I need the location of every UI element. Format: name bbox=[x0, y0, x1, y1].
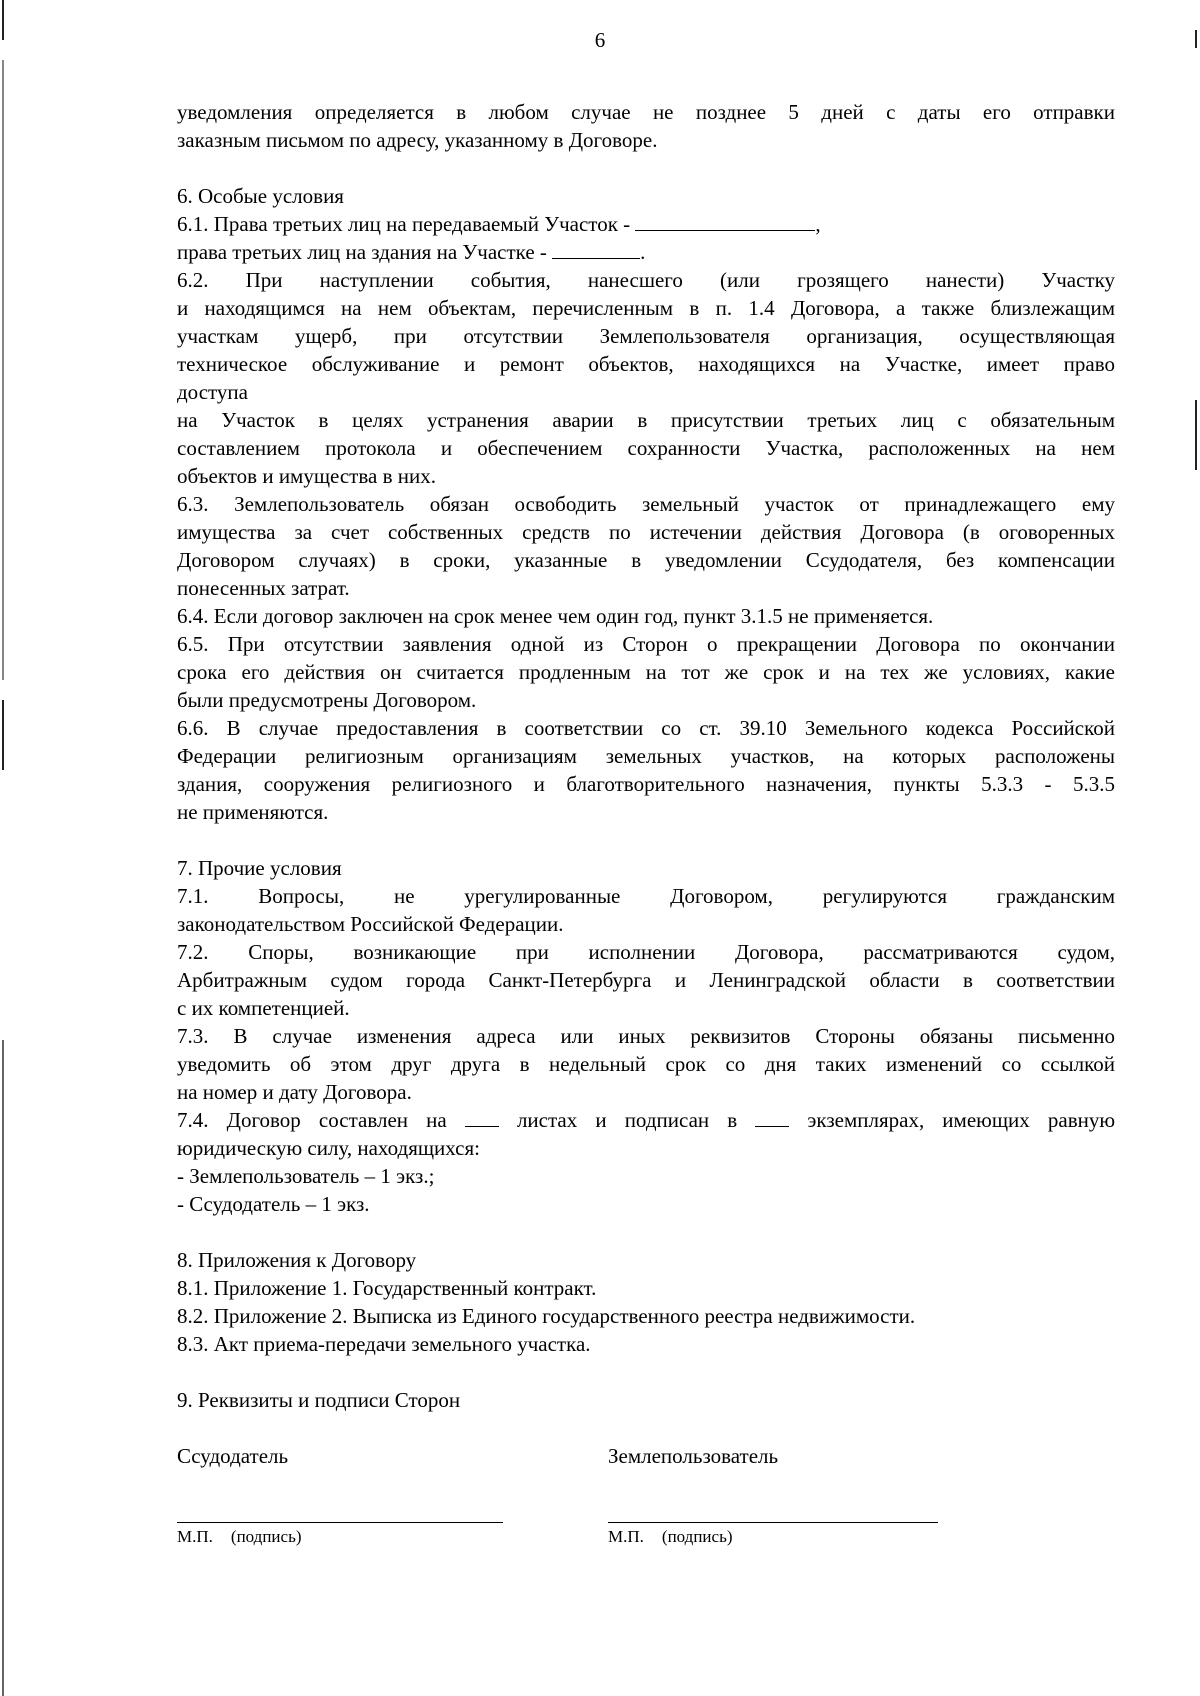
clause-6-5-line: 6.5. При отсутствии заявления одной из Сторон о прекращении Договора по окончании bbox=[177, 632, 1115, 656]
clause-6-6-line: не применяются. bbox=[177, 800, 329, 824]
clause-6-2-line: доступа bbox=[177, 380, 248, 404]
clause-6-2-line: объектов и имущества в них. bbox=[177, 464, 436, 488]
clause-6-2-line: составлением протокола и обеспечением сохранности Участка, расположенных на нем bbox=[177, 436, 1115, 460]
document-body bbox=[177, 98, 1115, 1582]
signature-line-land-user[interactable] bbox=[608, 1522, 938, 1523]
clause-6-4: 6.4. Если договор заключен на срок менее чем один год, пункт 3.1.5 не применяется. bbox=[177, 604, 934, 628]
signature-caption-land-user: М.П. (подпись) bbox=[608, 1527, 733, 1546]
clause-7-1-line: законодательством Российской Федерации. bbox=[177, 912, 564, 936]
blank-field[interactable] bbox=[755, 1107, 789, 1127]
clause-6-1-line-2: права третьих лиц на здания на Участке - . bbox=[177, 240, 646, 264]
clause-7-2-line: 7.2. Споры, возникающие при исполнении Договора, рассматриваются судом, bbox=[177, 940, 1115, 964]
clause-6-6-line: здания, сооружения религиозного и благотворительного назначения, пункты 5.3.3 - 5.3.5 bbox=[177, 772, 1115, 796]
paragraph-continuation: уведомления определяется в любом случае не позднее 5 дней с даты его отправки bbox=[177, 100, 1115, 124]
blank-field[interactable] bbox=[465, 1107, 499, 1127]
clause-7-2-line: с их компетенцией. bbox=[177, 996, 350, 1020]
clause-7-2-line: Арбитражным судом города Санкт-Петербурга и Ленинградской области в соответствии bbox=[177, 968, 1115, 992]
signature-block bbox=[177, 1442, 1115, 1582]
clause-6-3-line: понесенных затрат. bbox=[177, 576, 350, 600]
clause-7-4-item: - Землепользователь – 1 экз.; bbox=[177, 1164, 435, 1188]
clause-6-6-line: Федерации религиозным организациям земельных участков, на которых расположены bbox=[177, 744, 1115, 768]
signature-lender bbox=[177, 1442, 302, 1546]
clause-8-2: 8.2. Приложение 2. Выписка из Единого государственного реестра недвижимости. bbox=[177, 1304, 916, 1328]
clause-6-1-line-1: 6.1. Права третьих лиц на передаваемый Участок - , bbox=[177, 212, 821, 236]
clause-8-1: 8.1. Приложение 1. Государственный контракт. bbox=[177, 1276, 597, 1300]
clause-6-3-line: 6.3. Землепользователь обязан освободить земельный участок от принадлежащего ему bbox=[177, 492, 1115, 516]
clause-6-2-line: техническое обслуживание и ремонт объектов, находящихся на Участке, имеет право bbox=[177, 352, 1115, 376]
signature-line-lender[interactable] bbox=[177, 1522, 503, 1523]
clause-6-2-line: участкам ущерб, при отсутствии Землепользователя организация, осуществляющая bbox=[177, 324, 1115, 348]
clause-7-4-line-2: юридическую силу, находящихся: bbox=[177, 1136, 480, 1160]
clause-6-5-line: срока его действия он считается продленным на тот же срок и на тех же условиях, какие bbox=[177, 660, 1115, 684]
clause-7-3-line: уведомить об этом друг друга в недельный срок со дня таких изменений со ссылкой bbox=[177, 1052, 1115, 1076]
section-7-title: 7. Прочие условия bbox=[177, 856, 342, 880]
clause-6-2-line: и находящимся на нем объектам, перечисленным в п. 1.4 Договора, а также близлежащим bbox=[177, 296, 1115, 320]
scan-edge-right bbox=[1195, 0, 1197, 1696]
page-number: 6 bbox=[594, 28, 606, 52]
clause-7-4-line-1: 7.4. Договор составлен на листах и подписан в экземплярах, имеющих равную bbox=[177, 1108, 1116, 1132]
clause-6-3-line: Договором случаях) в сроки, указанные в уведомлении Ссудодателя, без компенсации bbox=[177, 548, 1115, 572]
section-9-title: 9. Реквизиты и подписи Сторон bbox=[177, 1388, 461, 1412]
clause-6-6-line: 6.6. В случае предоставления в соответствии со ст. 39.10 Земельного кодекса Российской bbox=[177, 716, 1115, 740]
clause-8-3: 8.3. Акт приема-передачи земельного участка. bbox=[177, 1332, 591, 1356]
party-lender-label: Ссудодатель bbox=[177, 1444, 289, 1468]
party-land-user-label: Землепользователь bbox=[608, 1444, 779, 1468]
clause-7-3-line: на номер и дату Договора. bbox=[177, 1080, 412, 1104]
blank-field[interactable] bbox=[635, 211, 815, 231]
scan-edge-left bbox=[2, 0, 4, 1696]
section-8-title: 8. Приложения к Договору bbox=[177, 1248, 417, 1272]
paragraph-continuation-end: заказным письмом по адресу, указанному в Договоре. bbox=[177, 128, 658, 152]
clause-6-2-line: 6.2. При наступлении события, нанесшего (или грозящего нанести) Участку bbox=[177, 268, 1115, 292]
clause-6-3-line: имущества за счет собственных средств по истечении действия Договора (в оговоренных bbox=[177, 520, 1115, 544]
signature-caption-lender: М.П. (подпись) bbox=[177, 1527, 302, 1546]
signature-land-user bbox=[608, 1442, 779, 1546]
clause-7-4-item: - Ссудодатель – 1 экз. bbox=[177, 1192, 370, 1216]
section-6-title: 6. Особые условия bbox=[177, 184, 344, 208]
clause-7-3-line: 7.3. В случае изменения адреса или иных реквизитов Стороны обязаны письменно bbox=[177, 1024, 1115, 1048]
clause-6-5-line: были предусмотрены Договором. bbox=[177, 688, 477, 712]
clause-6-2-line: на Участок в целях устранения аварии в присутствии третьих лиц с обязательным bbox=[177, 408, 1115, 432]
blank-field[interactable] bbox=[552, 239, 640, 259]
clause-7-1-line: 7.1. Вопросы, не урегулированные Договором, регулируются гражданским bbox=[177, 884, 1115, 908]
